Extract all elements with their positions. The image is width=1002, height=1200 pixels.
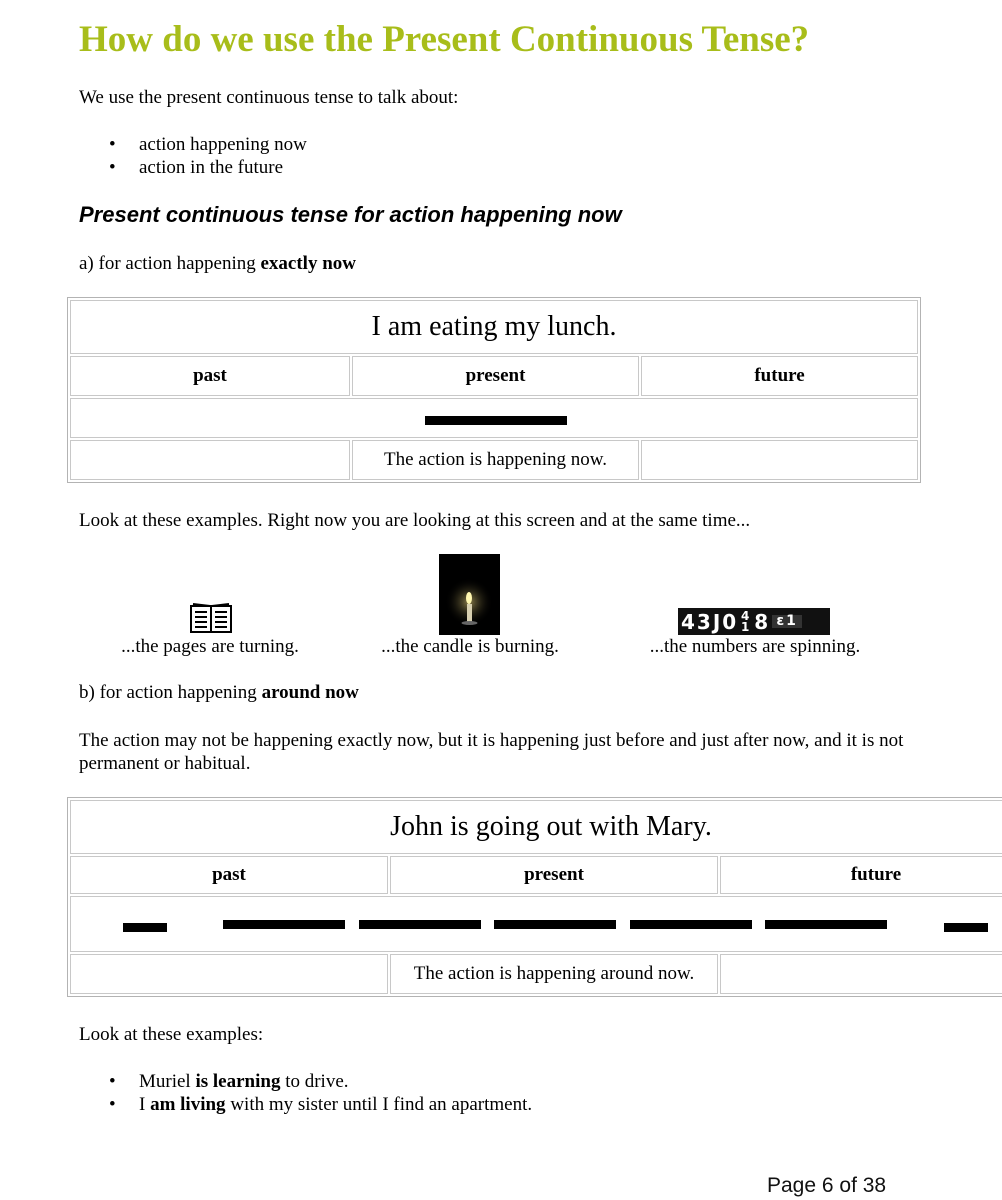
part-a-emphasis: exactly now — [260, 253, 356, 274]
spinning-numbers-icon — [678, 608, 830, 635]
timeline-bar — [765, 920, 887, 929]
timeline-note: The action is happening around now. — [390, 954, 718, 994]
empty-cell — [70, 440, 350, 480]
timeline-bar — [944, 923, 988, 932]
counter-digits: 43J0 — [681, 609, 739, 634]
header-future: future — [720, 856, 1002, 894]
example-sentence: John is going out with Mary. — [70, 800, 1002, 854]
counter-spinning-digit: ε1 — [772, 615, 802, 628]
timeline-bar — [123, 923, 167, 932]
empty-cell — [70, 954, 388, 994]
empty-cell — [641, 440, 918, 480]
page-title: How do we use the Present Continuous Tense? — [79, 19, 810, 60]
part-a-prefix: a) for action happening — [79, 253, 261, 274]
candle-icon — [439, 554, 500, 635]
empty-cell — [720, 954, 1002, 994]
part-a-label — [79, 253, 356, 275]
examples2-list — [79, 1070, 879, 1116]
timeline-table-now — [67, 297, 921, 483]
part-b-emphasis: around now — [261, 682, 359, 703]
example-sentence: I am eating my lunch. — [70, 300, 918, 354]
timeline-bar — [425, 416, 567, 425]
header-present: present — [390, 856, 718, 894]
example-caption: ...the candle is burning. — [381, 636, 559, 657]
timeline-row — [70, 896, 1002, 952]
timeline-bar — [223, 920, 345, 929]
timeline-bar — [630, 920, 752, 929]
counter-digit: 8 — [754, 609, 771, 634]
book-icon — [190, 602, 232, 634]
timeline-note: The action is happening now. — [352, 440, 639, 480]
timeline-row — [70, 398, 918, 438]
section-heading: Present continuous tense for action happening now — [79, 202, 622, 227]
timeline-bar — [359, 920, 481, 929]
list-item: • I am living with my sister until I find an apartment. — [79, 1093, 879, 1116]
list-item: • action in the future — [79, 156, 679, 179]
timeline-table-around-now — [67, 797, 1002, 997]
part-b-prefix: b) for action happening — [79, 682, 262, 703]
uses-list — [79, 133, 679, 179]
header-past: past — [70, 856, 388, 894]
examples-intro: Look at these examples. Right now you are looking at this screen and at the same time... — [79, 510, 751, 531]
header-future: future — [641, 356, 918, 396]
header-past: past — [70, 356, 350, 396]
example-caption: ...the pages are turning. — [121, 636, 299, 657]
list-item: • Muriel is learning to drive. — [79, 1070, 879, 1093]
examples2-intro: Look at these examples: — [79, 1024, 264, 1045]
part-b-label — [79, 682, 359, 704]
timeline-bar — [494, 920, 616, 929]
header-present: present — [352, 356, 639, 396]
page-number: Page 6 of 38 — [767, 1174, 887, 1197]
intro-text: We use the present continuous tense to talk about: — [79, 87, 459, 108]
around-now-text: The action may not be happening exactly now, but it is happening just before and just after now, and it is not permanent or habitual. — [79, 730, 904, 774]
counter-spinning-digit: 4 1 — [741, 608, 752, 634]
list-item: • action happening now — [79, 133, 679, 156]
example-caption: ...the numbers are spinning. — [649, 636, 861, 657]
